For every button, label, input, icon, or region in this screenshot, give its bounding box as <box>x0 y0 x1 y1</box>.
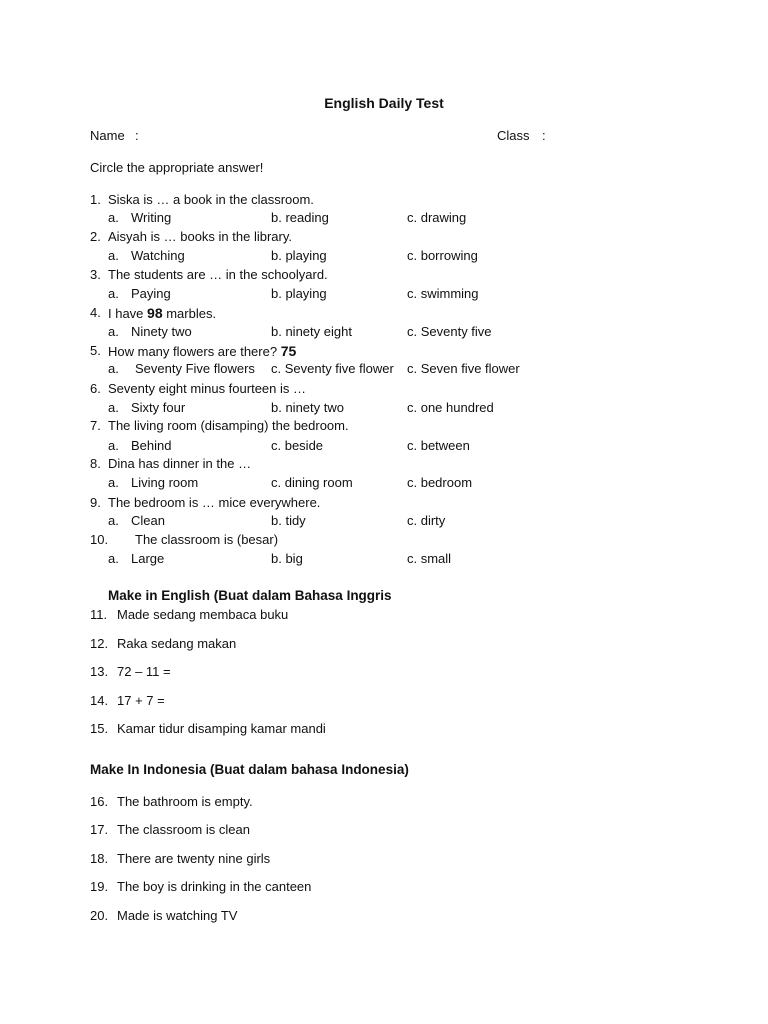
option-a: Ninety two <box>131 324 192 339</box>
option-a: Writing <box>131 210 172 225</box>
option-marker: a. <box>108 551 119 566</box>
item-text: There are twenty nine girls <box>117 851 271 866</box>
option-b: b. tidy <box>271 513 306 528</box>
question-number: 9. <box>90 495 101 510</box>
option-c: c. small <box>407 551 452 566</box>
option-marker: a. <box>108 210 119 225</box>
question-number: 6. <box>90 381 101 396</box>
option-c: c. swimming <box>407 286 479 301</box>
option-c: c. drawing <box>407 210 467 225</box>
question-text: Siska is … a book in the classroom. <box>108 192 314 207</box>
option-c: c. dirty <box>407 513 446 528</box>
option-a: Large <box>131 551 165 566</box>
question-text <box>108 305 216 322</box>
option-marker: a. <box>108 248 119 263</box>
question-number: 10. <box>90 532 109 547</box>
item-number: 17. <box>90 822 109 837</box>
instruction: Circle the appropriate answer! <box>90 160 264 175</box>
item-text: Raka sedang makan <box>117 636 237 651</box>
question-highlight-number: 98 <box>147 305 163 321</box>
option-b: b. reading <box>271 210 329 225</box>
option-marker: a. <box>108 513 119 528</box>
question-number: 2. <box>90 229 101 244</box>
question-text: The students are … in the schoolyard. <box>108 267 328 282</box>
item-text: The classroom is clean <box>117 822 250 837</box>
question-text: Dina has dinner in the … <box>108 456 252 471</box>
item-text: Made sedang membaca buku <box>117 607 289 622</box>
section-heading-indonesia: Make In Indonesia (Buat dalam bahasa Indonesia) <box>90 762 409 777</box>
item-number: 12. <box>90 636 109 651</box>
question-text: The classroom is (besar) <box>135 532 279 547</box>
page-title: English Daily Test <box>324 95 444 111</box>
question-text-part: How many flowers are there? <box>108 344 281 359</box>
name-colon: : <box>135 128 139 143</box>
option-a: Paying <box>131 286 171 301</box>
name-label: Name <box>90 128 125 143</box>
option-c: c. borrowing <box>407 248 478 263</box>
option-a: Behind <box>131 438 172 453</box>
question-number: 3. <box>90 267 101 282</box>
question-text-part: marbles. <box>162 306 217 321</box>
option-marker: a. <box>108 361 119 376</box>
option-marker: a. <box>108 286 119 301</box>
question-number: 8. <box>90 456 101 471</box>
item-number: 16. <box>90 794 109 809</box>
option-b: b. big <box>271 551 303 566</box>
item-text: The bathroom is empty. <box>117 794 253 809</box>
item-number: 13. <box>90 664 109 679</box>
question-number: 7. <box>90 418 101 433</box>
option-marker: a. <box>108 324 119 339</box>
question-text: The bedroom is … mice everywhere. <box>108 495 321 510</box>
option-c: c. one hundred <box>407 400 494 415</box>
question-text <box>108 343 296 360</box>
option-marker: a. <box>108 400 119 415</box>
question-number: 4. <box>90 305 101 320</box>
question-text: Seventy eight minus fourteen is … <box>108 381 306 396</box>
option-a: Seventy Five flowers <box>135 361 255 376</box>
option-b: b. ninety two <box>271 400 344 415</box>
item-number: 11. <box>90 607 108 622</box>
question-text-part: I have <box>108 306 148 321</box>
item-text: 72 – 11 = <box>117 664 171 679</box>
item-text: Made is watching TV <box>117 908 238 923</box>
option-marker: a. <box>108 438 119 453</box>
option-b: b. playing <box>271 248 327 263</box>
option-c: c. bedroom <box>407 475 473 490</box>
option-b: c. beside <box>271 438 324 453</box>
option-b: b. playing <box>271 286 327 301</box>
option-b: c. Seventy five flower <box>271 361 394 376</box>
option-a: Watching <box>131 248 185 263</box>
question-text: The living room (disamping) the bedroom. <box>108 418 349 433</box>
option-b: b. ninety eight <box>271 324 352 339</box>
class-colon: : <box>542 128 546 143</box>
item-number: 19. <box>90 879 109 894</box>
question-number: 5. <box>90 343 101 358</box>
option-a: Sixty four <box>131 400 186 415</box>
option-b: c. dining room <box>271 475 353 490</box>
option-a: Living room <box>131 475 199 490</box>
section-heading-english: Make in English (Buat dalam Bahasa Inggris <box>108 588 392 603</box>
question-highlight-number: 75 <box>280 343 297 359</box>
option-c: c. between <box>407 438 470 453</box>
question-text: Aisyah is … books in the library. <box>108 229 292 244</box>
class-label: Class <box>497 128 530 143</box>
item-number: 20. <box>90 908 109 923</box>
option-c: c. Seven five flower <box>407 361 520 376</box>
item-text: The boy is drinking in the canteen <box>117 879 312 894</box>
option-a: Clean <box>131 513 165 528</box>
option-c: c. Seventy five <box>407 324 492 339</box>
item-number: 18. <box>90 851 109 866</box>
item-number: 14. <box>90 693 109 708</box>
question-number: 1. <box>90 192 101 207</box>
item-text: 17 + 7 = <box>117 693 165 708</box>
item-text: Kamar tidur disamping kamar mandi <box>117 721 326 736</box>
option-marker: a. <box>108 475 119 490</box>
item-number: 15. <box>90 721 109 736</box>
